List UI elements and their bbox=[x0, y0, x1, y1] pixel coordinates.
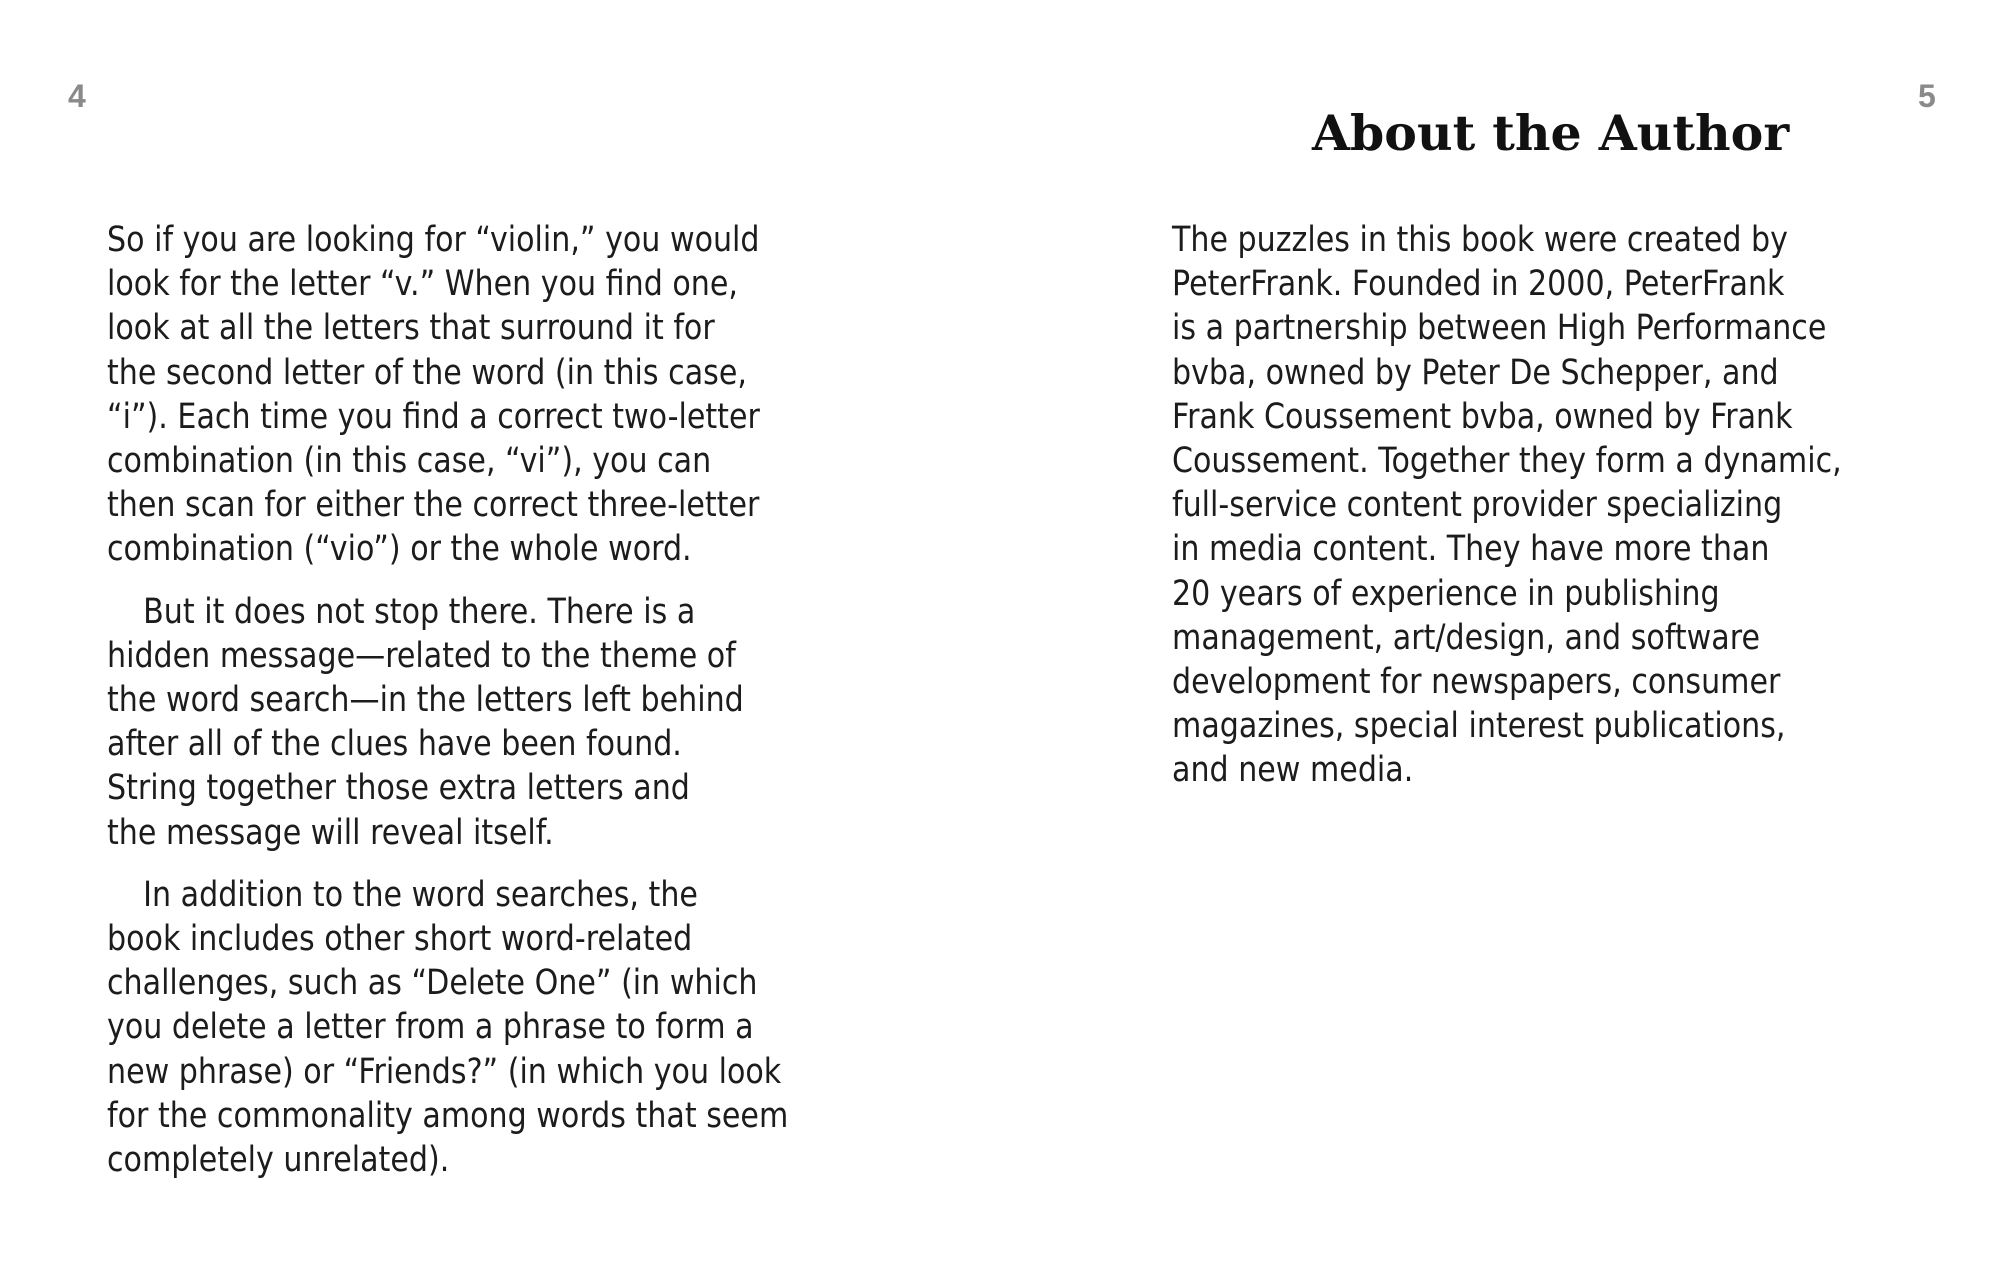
text-line: combination (in this case, “vi”), you can bbox=[107, 441, 712, 482]
text-line: completely unrelated). bbox=[107, 1140, 450, 1181]
page-number-left: 4 bbox=[68, 78, 86, 114]
text-line: the message will reveal itself. bbox=[107, 812, 554, 853]
right-page-body bbox=[1172, 218, 1843, 811]
left-paragraph-3 bbox=[107, 873, 847, 1182]
text-line: you delete a letter from a phrase to form a bbox=[107, 1007, 754, 1048]
left-paragraph-2 bbox=[107, 590, 847, 855]
page-number-right: 5 bbox=[1918, 78, 1936, 114]
right-paragraph-1 bbox=[1172, 218, 1843, 793]
text-line: is a partnership between High Performance bbox=[1172, 308, 1827, 349]
text-line: the word search—in the letters left behind bbox=[107, 680, 744, 721]
text-line: and new media. bbox=[1172, 750, 1414, 791]
text-line: full-service content provider specializing bbox=[1172, 485, 1783, 526]
text-line: In addition to the word searches, the bbox=[143, 874, 698, 915]
text-line: look at all the letters that surround it for bbox=[107, 308, 715, 349]
right-page bbox=[1000, 0, 2000, 1286]
text-line: development for newspapers, consumer bbox=[1172, 662, 1781, 703]
text-line: But it does not stop there. There is a bbox=[143, 591, 696, 632]
text-line: 20 years of experience in publishing bbox=[1172, 573, 1720, 614]
text-line: The puzzles in this book were created by bbox=[1172, 220, 1788, 260]
left-paragraph-1 bbox=[107, 218, 847, 572]
text-line: then scan for either the correct three-letter bbox=[107, 485, 760, 526]
text-line: in media content. They have more than bbox=[1172, 529, 1770, 570]
text-line: new phrase) or “Friends?” (in which you look bbox=[107, 1051, 782, 1092]
text-line: for the commonality among words that seem bbox=[107, 1095, 789, 1136]
text-line: Coussement. Together they form a dynamic, bbox=[1172, 441, 1842, 482]
text-line: the second letter of the word (in this case, bbox=[107, 352, 747, 393]
text-line: look for the letter “v.” When you find one, bbox=[107, 264, 738, 305]
text-line: challenges, such as “Delete One” (in which bbox=[107, 963, 758, 1004]
text-line: book includes other short word-related bbox=[107, 919, 693, 960]
page-heading: About the Author bbox=[1312, 104, 1790, 162]
left-page-body bbox=[107, 218, 847, 1200]
text-line: management, art/design, and software bbox=[1172, 617, 1760, 658]
text-line: combination (“vio”) or the whole word. bbox=[107, 529, 692, 570]
text-line: So if you are looking for “violin,” you would bbox=[107, 220, 760, 260]
text-line: magazines, special interest publications, bbox=[1172, 706, 1786, 747]
text-line: PeterFrank. Founded in 2000, PeterFrank bbox=[1172, 264, 1785, 305]
text-line: after all of the clues have been found. bbox=[107, 724, 682, 765]
text-line: “i”). Each time you find a correct two-letter bbox=[107, 396, 760, 437]
text-line: Frank Coussement bvba, owned by Frank bbox=[1172, 396, 1793, 437]
text-line: hidden message—related to the theme of bbox=[107, 635, 736, 676]
text-line: String together those extra letters and bbox=[107, 768, 690, 809]
text-line: bvba, owned by Peter De Schepper, and bbox=[1172, 352, 1779, 393]
